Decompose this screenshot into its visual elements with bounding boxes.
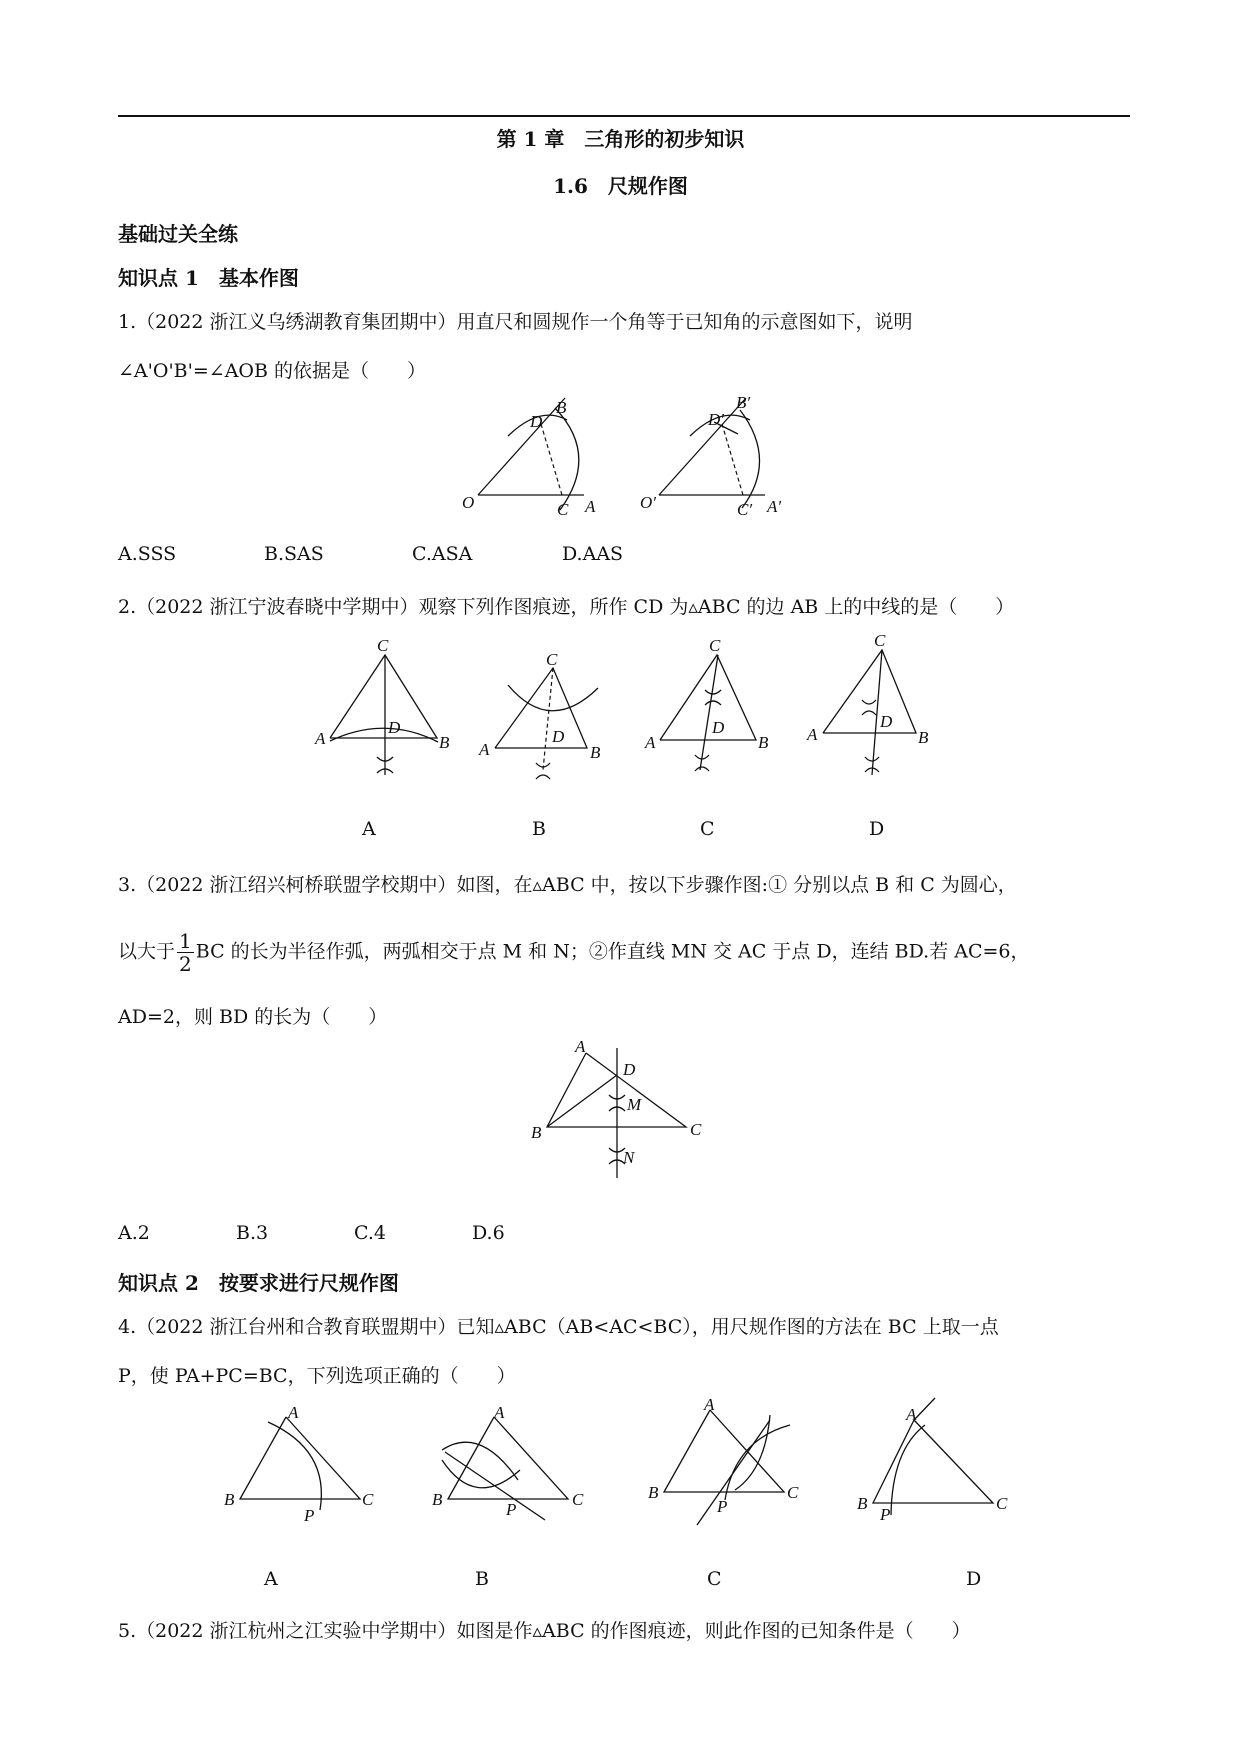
q4-text-line1: 4.（2022 浙江台州和合教育联盟期中）已知▵ABC（AB<AC<BC），用尺规作图的方法在 BC 上取一点 [118,1316,999,1338]
q4-text-line2: P，使 PA+PC=BC，下列选项正确的（ ） [118,1365,516,1387]
section-title: 1.6 尺规作图 [553,174,688,198]
q3-D: D [623,1060,636,1079]
q3-option-a[interactable]: A.2 [118,1222,150,1244]
q2-text-line1: 2.（2022 浙江宁波春晓中学期中）观察下列作图痕迹，所作 CD 为▵ABC 的边 AB 上的中线的是（ ） [118,596,1015,618]
q4-figure-b [432,1403,584,1520]
q3-fraction-numerator: 1 [179,929,192,953]
q4a-C: C [362,1490,374,1509]
q2a-C: C [377,636,389,655]
q1-right-A: A′ [767,497,782,516]
q2a-B: B [439,733,450,752]
q4c-P: P [717,1497,728,1516]
q1-option-b[interactable]: B.SAS [264,543,324,565]
q1-left-D: D [530,412,543,431]
q4b-P: P [506,1500,517,1519]
q4d-C: C [996,1494,1008,1513]
q3-line2-suffix: BC 的长为半径作弧，两弧相交于点 M 和 N；②作直线 MN 交 AC 于点 D，连结 BD.若 AC=6， [195,940,1030,963]
q4a-B: B [224,1490,235,1509]
q4-figure-d [857,1398,1008,1524]
q3-line2-prefix: 以大于 [118,940,176,963]
part-title: 基础过关全练 [118,222,238,246]
q3-M: M [627,1095,642,1114]
q2b-D: D [552,727,565,746]
q4b-C: C [572,1490,584,1509]
q4-label-d[interactable]: D [966,1568,982,1590]
q3-text-line3: AD=2，则 BD 的长为（ ） [118,1006,388,1028]
q1-right-D: D′ [708,410,724,429]
q1-left-O: O [462,493,475,512]
q1-left-C: C [557,500,569,519]
q4-figure-c [648,1395,799,1525]
q1-option-c[interactable]: C.ASA [412,543,473,565]
q4b-A: A [494,1403,505,1422]
q2a-D: D [388,718,401,737]
q2b-B: B [590,743,601,762]
q3-text-line1: 3.（2022 浙江绍兴柯桥联盟学校期中）如图，在▵ABC 中，按以下步骤作图:① 分别以点 B 和 C 为圆心， [118,874,1017,896]
q1-left-B: B [556,398,567,417]
q4b-B: B [432,1490,443,1509]
q2b-A: A [479,740,490,759]
q1-option-a[interactable]: A.SSS [118,543,177,565]
q3-option-d[interactable]: D.6 [472,1222,505,1244]
q2-label-b[interactable]: B [532,818,546,840]
q4c-C: C [787,1483,799,1502]
q4d-B: B [857,1494,868,1513]
q2-label-c[interactable]: C [700,818,715,840]
q4c-B: B [648,1483,659,1502]
q4-figure-a [224,1403,374,1525]
q3-N: N [623,1148,635,1167]
q3-option-b[interactable]: B.3 [236,1222,269,1244]
q4-label-c[interactable]: C [707,1568,722,1590]
q1-left-A: A [585,497,596,516]
q2d-A: A [807,725,818,744]
q1-text-line2: ∠A'O'B'=∠AOB 的依据是（ ） [118,360,426,382]
q1-right-C: C′ [737,500,753,519]
q2b-C: C [546,650,558,669]
knowledge-point-1: 知识点 1 基本作图 [118,266,299,290]
q1-right-O: O′ [640,493,656,512]
q1-option-d[interactable]: D.AAS [562,543,624,565]
q3-B: B [531,1123,542,1142]
q3-C: C [690,1120,702,1139]
q5-text-line1: 5.（2022 浙江杭州之江实验中学期中）如图是作▵ABC 的作图痕迹，则此作图的已知条件是（ ） [118,1620,971,1642]
q2c-D: D [712,718,725,737]
q1-right-B: B′ [736,393,751,412]
q1-text-line1: 1.（2022 浙江义乌绣湖教育集团期中）用直尺和圆规作一个角等于已知角的示意图如下，说明 [118,311,913,333]
q4-label-a[interactable]: A [264,1568,278,1590]
chapter-title: 第 1 章 三角形的初步知识 [496,127,745,151]
q2c-B: B [758,733,769,752]
q4c-A: A [704,1395,715,1414]
q2-label-a[interactable]: A [362,818,376,840]
q4-label-b[interactable]: B [475,1568,489,1590]
q2a-A: A [315,729,326,748]
q4d-A: A [906,1405,917,1424]
q4a-P: P [304,1506,315,1525]
q4a-A: A [288,1403,299,1422]
q2c-A: A [645,733,656,752]
knowledge-point-2: 知识点 2 按要求进行尺规作图 [118,1271,399,1295]
q3-A: A [575,1037,586,1056]
q2c-C: C [709,636,721,655]
q2d-B: B [918,728,929,747]
q2d-D: D [880,712,893,731]
q2-label-d[interactable]: D [869,818,885,840]
q3-fraction-denominator: 2 [179,952,192,976]
q2d-C: C [874,631,886,650]
q4d-P: P [880,1505,891,1524]
q3-option-c[interactable]: C.4 [354,1222,386,1244]
